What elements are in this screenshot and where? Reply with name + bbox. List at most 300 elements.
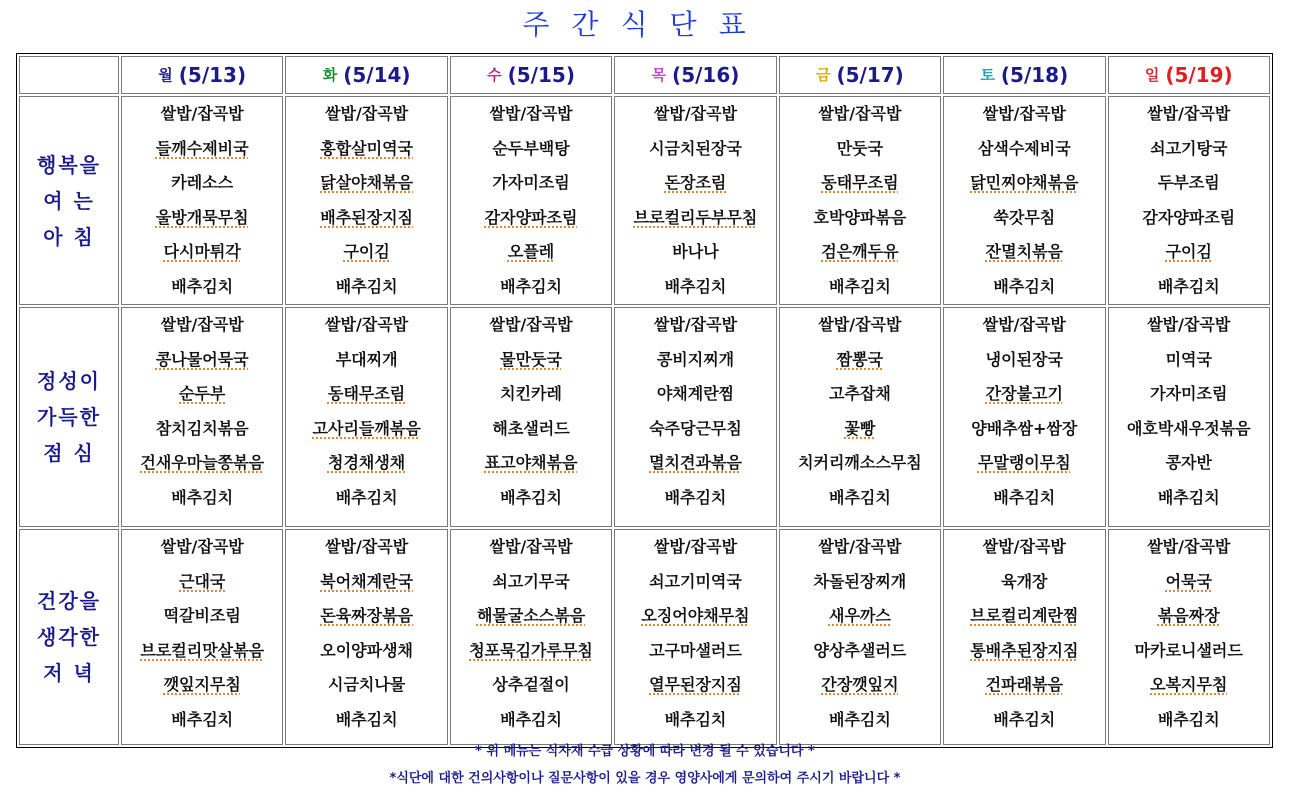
meal-row — [19, 529, 1270, 745]
menu-item — [780, 132, 940, 167]
menu-item-text: 청포묵김가루무침 — [469, 640, 593, 660]
menu-item-text: 상추겉절이 — [492, 675, 570, 694]
menu-item — [122, 377, 282, 412]
menu-item — [944, 132, 1104, 167]
menu-item-text: 건파래볶음 — [985, 675, 1063, 694]
menu-item — [780, 201, 940, 236]
menu-item — [1109, 97, 1269, 132]
menu-item-text: 쌀밥/잡곡밥 — [653, 537, 738, 556]
menu-item-text: 순두부 — [179, 384, 226, 403]
menu-item-text: 쌀밥/잡곡밥 — [160, 315, 244, 334]
menu-item-text: 오복지무침 — [1150, 675, 1228, 694]
menu-cell — [614, 529, 776, 745]
day-header — [614, 56, 776, 94]
meal-row — [19, 96, 1270, 305]
meal-label-line: 여 는 — [43, 188, 95, 213]
menu-item-text: 치커리깨소스무침 — [798, 453, 922, 472]
menu-item-text: 통배추된장지짐 — [970, 640, 1079, 660]
menu-item-text: 구이김 — [343, 242, 390, 261]
menu-cell — [779, 307, 941, 527]
menu-item-text: 쌀밥/잡곡밥 — [160, 104, 244, 123]
meal-label-line: 행복을 — [37, 152, 101, 177]
menu-item-text: 브로컬리맛살볶음 — [140, 640, 265, 660]
menu-item-text: 표고야채볶음 — [484, 453, 578, 472]
menu-item — [286, 235, 446, 270]
menu-item — [451, 668, 611, 703]
menu-item-text: 배추김치 — [500, 487, 562, 507]
menu-item — [615, 377, 775, 412]
day-header — [450, 56, 612, 94]
menu-item — [780, 599, 940, 634]
menu-item — [286, 166, 446, 201]
notice-menu-change: * 위 메뉴는 식자재 수급 상황에 따라 변경 될 수 있습니다 * — [475, 744, 815, 759]
menu-item — [451, 703, 611, 738]
menu-item-text: 카레소스 — [171, 173, 234, 192]
menu-item-text: 오이양파생채 — [320, 640, 413, 660]
menu-item-text: 짬뽕국 — [836, 349, 884, 369]
menu-item-text: 양배추쌈+쌈장 — [971, 418, 1078, 438]
menu-item — [615, 235, 775, 270]
menu-item-text: 쌀밥/잡곡밥 — [1147, 104, 1231, 123]
menu-cell — [1108, 96, 1270, 305]
menu-item-text: 배추김치 — [1157, 709, 1220, 729]
menu-item — [944, 97, 1104, 132]
menu-item — [780, 565, 940, 600]
menu-item-text: 브로컬리계란찜 — [970, 606, 1079, 625]
menu-item — [286, 668, 446, 703]
menu-cell — [121, 529, 283, 745]
menu-item-text: 쇠고기미역국 — [649, 571, 742, 591]
menu-item-text: 야채계란찜 — [656, 384, 735, 403]
menu-item-text: 동태무조림 — [821, 173, 899, 192]
menu-item — [615, 412, 775, 447]
menu-item — [944, 446, 1104, 481]
menu-item-text: 해물굴소스볶음 — [476, 606, 586, 625]
menu-item — [122, 97, 282, 132]
menu-item — [451, 201, 611, 236]
day-date-label: (5/16) — [672, 63, 740, 87]
menu-item — [1109, 343, 1269, 378]
day-header — [285, 56, 447, 94]
menu-item-text: 울방개묵무침 — [155, 207, 249, 227]
menu-item-text: 쌀밥/잡곡밥 — [818, 104, 902, 123]
menu-cell — [121, 307, 283, 527]
menu-item-text: 미역국 — [1165, 349, 1212, 369]
menu-item — [615, 201, 775, 236]
notice-contact-dietitian: *식단에 대한 건의사항이나 질문사항이 있을 경우 영양사에게 문의하여 주시기 바랍니다 * — [389, 771, 901, 786]
weekday-icon: 금 — [815, 66, 831, 84]
menu-cell — [1108, 529, 1270, 745]
menu-item-text: 북어채계란국 — [320, 571, 413, 591]
menu-item-text: 육개장 — [1001, 571, 1048, 591]
menu-item-text: 삼색수제비국 — [977, 138, 1071, 158]
meal-label-line: 저 녁 — [43, 661, 95, 685]
day-header — [121, 56, 283, 94]
weekday-icon: 일 — [1144, 66, 1160, 84]
menu-item-text: 열무된장지짐 — [649, 675, 742, 694]
menu-item — [122, 599, 282, 634]
menu-item — [780, 308, 940, 343]
meal-rows — [19, 96, 1270, 745]
day-date-label: (5/15) — [507, 63, 575, 87]
menu-item — [286, 343, 446, 378]
menu-item — [1109, 634, 1269, 669]
menu-item-text: 볶음짜장 — [1157, 606, 1220, 625]
menu-item — [286, 308, 446, 343]
menu-cell — [450, 529, 612, 745]
menu-item-text: 쌀밥/잡곡밥 — [325, 315, 409, 334]
menu-item-text: 잔멸치볶음 — [985, 242, 1063, 261]
menu-item-text: 호박양파볶음 — [813, 207, 907, 227]
menu-item — [944, 412, 1104, 447]
menu-item — [451, 97, 611, 132]
menu-item-text: 마카로니샐러드 — [1134, 640, 1243, 660]
menu-item — [615, 703, 775, 738]
menu-item — [1109, 412, 1269, 447]
menu-item-text: 감자양파조림 — [1142, 207, 1236, 227]
menu-item — [286, 446, 446, 481]
menu-item — [615, 308, 775, 343]
menu-item — [451, 412, 611, 447]
menu-item — [1109, 201, 1269, 236]
menu-item-text: 건새우마늘쫑볶음 — [140, 453, 265, 472]
menu-item — [780, 668, 940, 703]
menu-item-text: 멸치견과볶음 — [649, 453, 742, 472]
menu-item — [615, 343, 775, 378]
menu-item — [944, 166, 1104, 201]
menu-item — [944, 377, 1104, 412]
menu-item-text: 참치김치볶음 — [155, 418, 249, 438]
menu-item — [286, 377, 446, 412]
menu-item — [286, 565, 446, 600]
menu-item-text: 브로컬리두부무침 — [633, 207, 758, 227]
menu-item — [451, 377, 611, 412]
menu-item-text: 홍합살미역국 — [320, 138, 413, 158]
menu-item-text: 순두부백탕 — [492, 138, 570, 158]
menu-item-text: 배추김치 — [1157, 487, 1220, 507]
meal-label-line: 건강을 — [37, 589, 101, 613]
menu-item-text: 쌀밥/잡곡밥 — [489, 104, 573, 123]
meal-label — [19, 529, 119, 745]
menu-item-text: 차돌된장찌개 — [813, 571, 907, 591]
menu-item — [1109, 599, 1269, 634]
menu-item — [944, 703, 1104, 738]
menu-item — [1109, 166, 1269, 201]
meal-label-line: 아 침 — [43, 224, 95, 249]
menu-item — [286, 703, 446, 738]
page-title: 주간식단표 — [522, 8, 768, 41]
menu-item-text: 어묵국 — [1165, 571, 1212, 591]
menu-item — [451, 634, 611, 669]
menu-item-text: 쌀밥/잡곡밥 — [982, 537, 1066, 556]
menu-item — [615, 481, 775, 516]
menu-item-text: 고추잡채 — [828, 384, 891, 403]
menu-item-text: 다시마튀각 — [163, 242, 241, 261]
menu-item-text: 고사리들깨볶음 — [312, 418, 421, 438]
menu-item-text: 숙주당근무침 — [649, 418, 742, 438]
menu-item — [122, 530, 282, 565]
menu-item-text: 두부조림 — [1157, 173, 1220, 192]
menu-item — [1109, 270, 1269, 305]
menu-item-text: 해초샐러드 — [492, 418, 570, 438]
menu-item — [286, 132, 446, 167]
menu-item — [1109, 132, 1269, 167]
menu-item-text: 시금치나물 — [327, 675, 406, 694]
menu-item — [122, 201, 282, 236]
menu-cell — [450, 307, 612, 527]
menu-item-text: 쌀밥/잡곡밥 — [653, 104, 738, 123]
menu-item-text: 쌀밥/잡곡밥 — [489, 537, 573, 556]
menu-item-text: 배추김치 — [335, 709, 398, 729]
menu-item — [944, 343, 1104, 378]
menu-item — [122, 703, 282, 738]
menu-item-text: 만둣국 — [836, 138, 884, 158]
menu-item — [286, 270, 446, 305]
menu-item — [615, 530, 775, 565]
menu-item — [451, 166, 611, 201]
meal-label — [19, 96, 119, 305]
menu-item-text: 근대국 — [179, 571, 226, 591]
menu-item — [615, 634, 775, 669]
meal-label — [19, 307, 119, 527]
menu-item — [944, 270, 1104, 305]
menu-item-text: 들깨수제비국 — [155, 138, 249, 158]
menu-item — [286, 634, 446, 669]
menu-item — [1109, 481, 1269, 516]
menu-item — [451, 235, 611, 270]
menu-item-text: 콩자반 — [1165, 453, 1212, 472]
menu-cell — [285, 307, 447, 527]
menu-item — [944, 235, 1104, 270]
menu-item-text: 배추김치 — [500, 276, 562, 296]
menu-cell — [943, 96, 1105, 305]
menu-item-text: 배추김치 — [993, 709, 1056, 729]
menu-item — [615, 270, 775, 305]
menu-item-text: 쌀밥/잡곡밥 — [982, 104, 1066, 123]
menu-item — [122, 343, 282, 378]
menu-item — [1109, 703, 1269, 738]
menu-item — [944, 530, 1104, 565]
menu-item-text: 쇠고기무국 — [492, 571, 570, 591]
menu-item-text: 배추김치 — [828, 709, 891, 729]
menu-item — [615, 446, 775, 481]
day-date-label: (5/19) — [1165, 63, 1233, 87]
menu-item — [451, 446, 611, 481]
menu-cell — [943, 307, 1105, 527]
menu-item — [286, 201, 446, 236]
menu-item-text: 배추김치 — [171, 487, 234, 507]
menu-item — [122, 308, 282, 343]
weekday-icon: 목 — [651, 66, 667, 84]
menu-item — [780, 703, 940, 738]
menu-item — [944, 599, 1104, 634]
menu-item-text: 가자미조림 — [492, 173, 570, 192]
menu-item-text: 간장깻잎지 — [821, 675, 899, 694]
menu-item-text: 쑥갓무침 — [993, 207, 1056, 227]
day-header — [943, 56, 1105, 94]
menu-item-text: 무말랭이무침 — [977, 453, 1071, 472]
menu-item-text: 돈장조림 — [664, 173, 727, 192]
day-header — [1108, 56, 1270, 94]
header-row — [19, 56, 1270, 94]
menu-item-text: 치킨카레 — [500, 384, 562, 403]
menu-item — [944, 481, 1104, 516]
menu-item — [944, 308, 1104, 343]
menu-item — [122, 166, 282, 201]
menu-item-text: 쌀밥/잡곡밥 — [818, 537, 902, 556]
weekly-menu-table — [16, 53, 1273, 748]
menu-item-text: 새우까스 — [828, 606, 891, 625]
menu-item-text: 간장불고기 — [985, 384, 1063, 403]
menu-item — [780, 412, 940, 447]
meal-row — [19, 307, 1270, 527]
weekday-icon: 토 — [980, 66, 995, 84]
day-date-label: (5/17) — [836, 63, 904, 87]
menu-item — [286, 481, 446, 516]
menu-item — [122, 412, 282, 447]
menu-item — [615, 97, 775, 132]
menu-item — [615, 668, 775, 703]
menu-item-text: 쌀밥/잡곡밥 — [1147, 537, 1231, 556]
weekday-icon: 화 — [322, 66, 338, 84]
menu-item-text: 배추김치 — [500, 709, 562, 729]
menu-item-text: 배추김치 — [664, 487, 727, 507]
meal-label-line: 점 심 — [43, 441, 95, 465]
menu-cell — [285, 529, 447, 745]
menu-cell — [779, 529, 941, 745]
menu-cell — [285, 96, 447, 305]
weekday-icon: 월 — [158, 66, 173, 84]
menu-item — [1109, 668, 1269, 703]
menu-item-text: 검은깨두유 — [821, 242, 899, 261]
menu-item — [122, 132, 282, 167]
menu-item — [286, 97, 446, 132]
menu-item — [451, 565, 611, 600]
menu-item — [780, 481, 940, 516]
menu-item-text: 배추김치 — [993, 487, 1056, 507]
menu-item — [122, 634, 282, 669]
menu-item-text: 쌀밥/잡곡밥 — [982, 315, 1066, 334]
meal-label-line: 생각한 — [37, 625, 101, 649]
menu-item-text: 배추김치 — [335, 487, 398, 507]
menu-item-text: 배추김치 — [171, 276, 234, 296]
menu-cell — [1108, 307, 1270, 527]
menu-item — [780, 166, 940, 201]
menu-item — [1109, 446, 1269, 481]
menu-item — [1109, 530, 1269, 565]
menu-item-text: 콩나물어묵국 — [155, 349, 249, 369]
menu-item-text: 닭민찌야채볶음 — [970, 173, 1079, 192]
menu-item — [1109, 377, 1269, 412]
menu-item-text: 배추김치 — [1157, 276, 1220, 296]
menu-item-text: 쌀밥/잡곡밥 — [653, 315, 738, 334]
menu-item-text: 바나나 — [672, 242, 719, 261]
menu-item-text: 꽃빵 — [844, 418, 876, 438]
menu-item-text: 쇠고기탕국 — [1150, 138, 1228, 158]
day-date-label: (5/13) — [178, 63, 247, 87]
menu-item-text: 배추김치 — [664, 709, 727, 729]
menu-item — [451, 343, 611, 378]
menu-cell — [121, 96, 283, 305]
menu-item-text: 오징어야채무침 — [641, 606, 750, 625]
menu-item — [1109, 308, 1269, 343]
menu-item-text: 콩비지찌개 — [656, 349, 735, 369]
menu-item — [780, 377, 940, 412]
menu-item-text: 시금치된장국 — [649, 138, 742, 158]
meal-label-line: 가득한 — [37, 405, 101, 429]
menu-item — [286, 599, 446, 634]
menu-cell — [614, 307, 776, 527]
menu-item-text: 쌀밥/잡곡밥 — [325, 537, 409, 556]
menu-item-text: 쌀밥/잡곡밥 — [160, 537, 244, 556]
menu-item — [615, 166, 775, 201]
menu-item — [780, 270, 940, 305]
menu-item — [615, 599, 775, 634]
menu-item-text: 쌀밥/잡곡밥 — [489, 315, 573, 334]
menu-item — [780, 343, 940, 378]
menu-item — [122, 446, 282, 481]
menu-item — [122, 668, 282, 703]
menu-item-text: 냉이된장국 — [985, 349, 1063, 369]
menu-item-text: 오플레 — [507, 242, 555, 261]
menu-item — [451, 308, 611, 343]
menu-item-text: 부대찌개 — [335, 349, 398, 369]
menu-item — [944, 668, 1104, 703]
menu-item-text: 애호박새우젓볶음 — [1126, 418, 1251, 438]
menu-item-text: 양상추샐러드 — [813, 640, 907, 660]
menu-item — [1109, 565, 1269, 600]
menu-item — [451, 599, 611, 634]
menu-item — [780, 446, 940, 481]
menu-item — [286, 530, 446, 565]
menu-item-text: 배추김치 — [993, 276, 1056, 296]
menu-item-text: 물만둣국 — [500, 349, 562, 369]
menu-item-text: 닭살야채볶음 — [320, 173, 413, 192]
menu-cell — [779, 96, 941, 305]
menu-item-text: 배추김치 — [828, 487, 891, 507]
menu-item — [944, 565, 1104, 600]
menu-item — [780, 634, 940, 669]
menu-item-text: 떡갈비조림 — [163, 606, 241, 625]
menu-item — [451, 270, 611, 305]
menu-item — [944, 201, 1104, 236]
menu-item-text: 배추김치 — [664, 276, 727, 296]
menu-item — [451, 132, 611, 167]
day-date-label: (5/14) — [343, 63, 411, 87]
day-header — [779, 56, 941, 94]
menu-item-text: 배추된장지짐 — [320, 207, 413, 227]
menu-cell — [450, 96, 612, 305]
menu-item — [122, 235, 282, 270]
menu-cell — [614, 96, 776, 305]
menu-item — [122, 565, 282, 600]
menu-item-text: 구이김 — [1165, 242, 1212, 261]
menu-item — [451, 530, 611, 565]
menu-item-text: 깻잎지무침 — [163, 675, 241, 694]
menu-item — [780, 530, 940, 565]
menu-item-text: 돈육짜장볶음 — [320, 606, 413, 625]
menu-item-text: 쌀밥/잡곡밥 — [818, 315, 902, 334]
menu-item-text: 고구마샐러드 — [649, 640, 742, 660]
menu-item — [780, 235, 940, 270]
menu-item-text: 가자미조림 — [1150, 384, 1228, 403]
menu-item — [122, 481, 282, 516]
menu-item — [780, 97, 940, 132]
menu-item-text: 감자양파조림 — [484, 207, 578, 227]
menu-item — [122, 270, 282, 305]
menu-item — [615, 565, 775, 600]
menu-item — [944, 634, 1104, 669]
